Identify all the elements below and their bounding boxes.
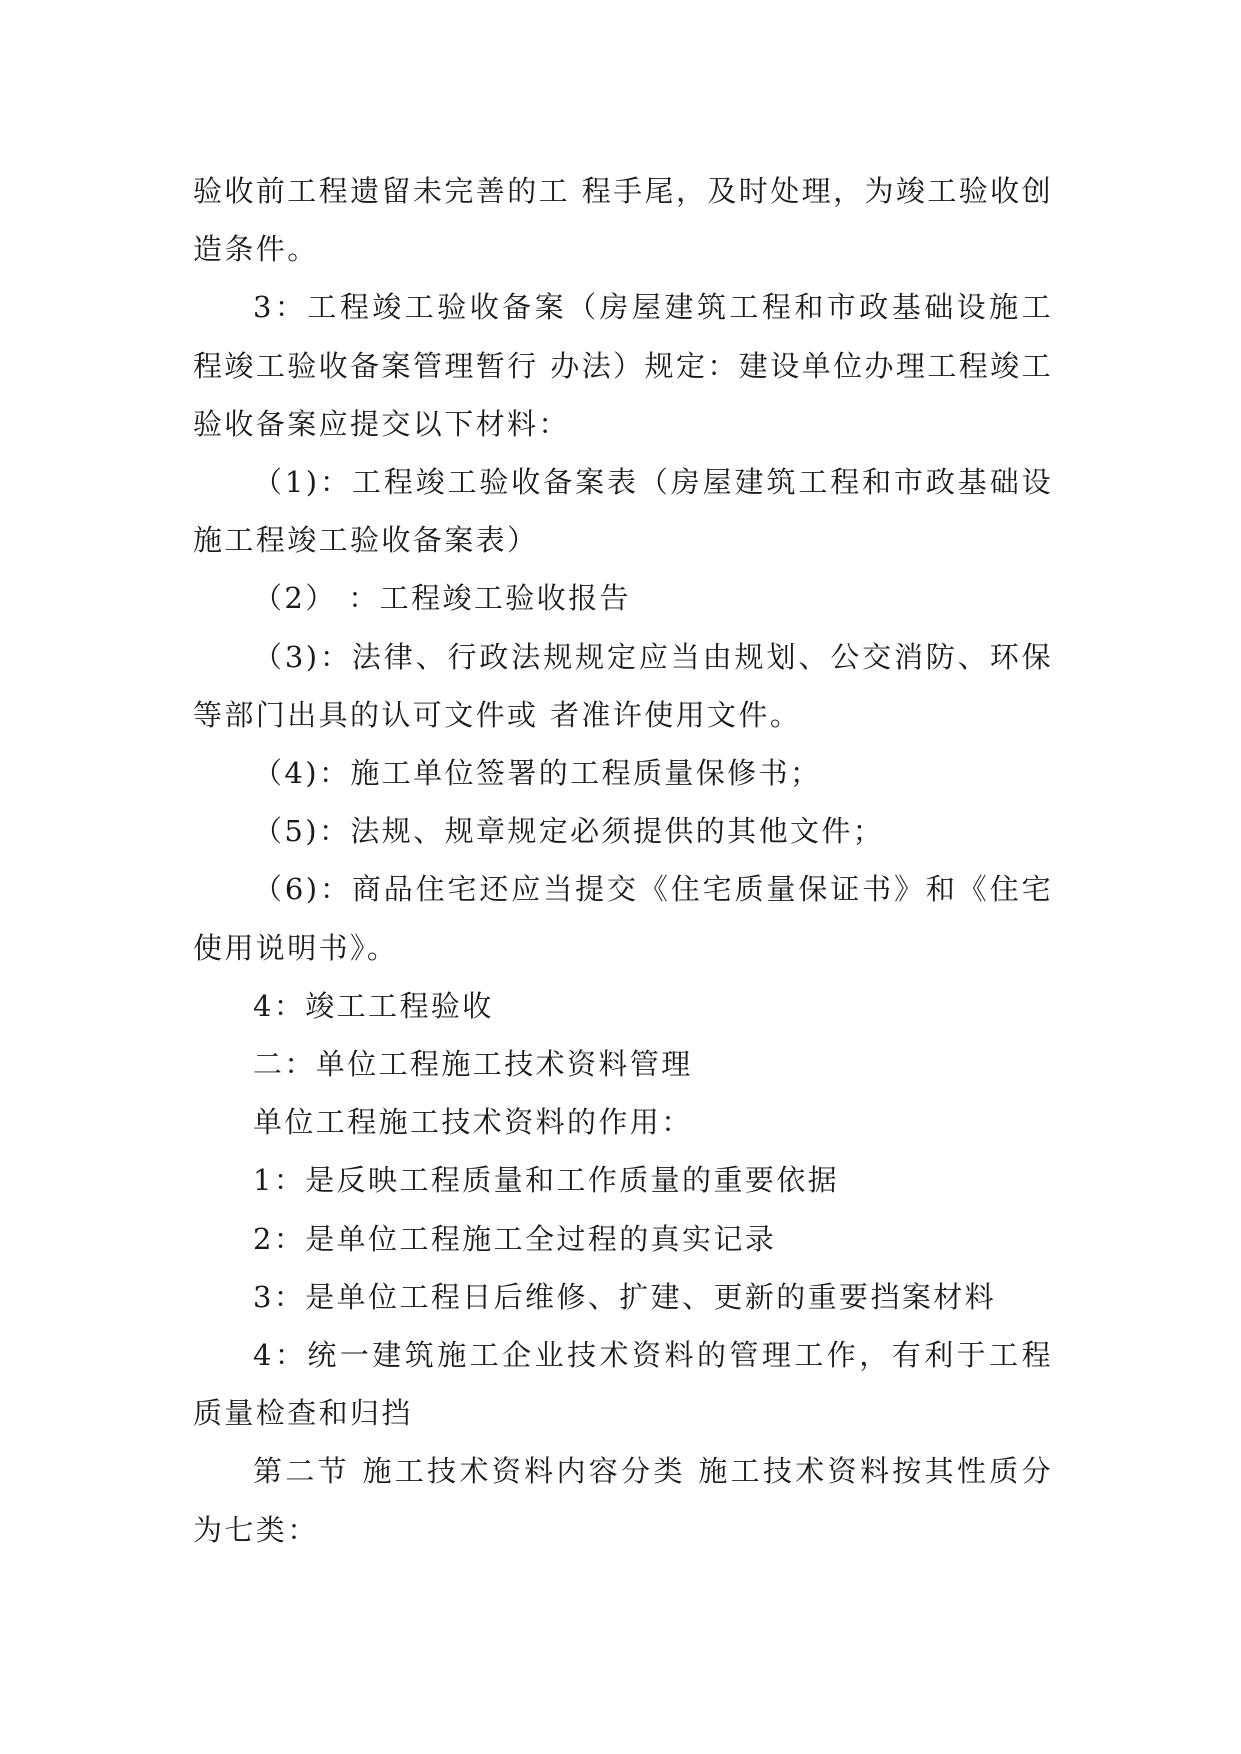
section-heading-second: 第二节 施工技术资料内容分类 施工技术资料按其性质分为七类： <box>193 1454 1053 1547</box>
paragraph-subitem-5: （5)：法规、规章规定必须提供的其他文件； <box>253 814 885 849</box>
paragraph-continuation: 验收前工程遗留未完善的工 程手尾，及时处理，为竣工验收创造条件。 <box>193 174 1053 267</box>
paragraph-subitem-4: （4)：施工单位签署的工程质量保修书； <box>253 756 822 791</box>
paragraph-subitem-6: （6)：商品住宅还应当提交《住宅质量保证书》和《住宅使用说明书》。 <box>193 872 1053 965</box>
purpose-item-3: 3：是单位工程日后维修、扩建、更新的重要挡案材料 <box>253 1279 997 1314</box>
paragraph-subitem-3: （3)：法律、行政法规规定应当由规划、公交消防、环保等部门出具的认可文件或 者准许使用文件。 <box>193 639 1053 732</box>
purpose-item-1: 1：是反映工程质量和工作质量的重要依据 <box>253 1163 840 1198</box>
paragraph-purpose-intro: 单位工程施工技术资料的作用： <box>253 1105 693 1140</box>
document-body <box>193 162 1053 1559</box>
purpose-item-4: 4：统一建筑施工企业技术资料的管理工作，有利于工程质量检查和归挡 <box>193 1338 1053 1431</box>
paragraph-subitem-2: （2） ：工程竣工验收报告 <box>253 581 631 616</box>
section-heading-2: 二：单位工程施工技术资料管理 <box>253 1047 693 1082</box>
paragraph-subitem-1: （1)：工程竣工验收备案表（房屋建筑工程和市政基础设施工程竣工验收备案表） <box>193 465 1053 558</box>
paragraph-item-4-acceptance: 4：竣工工程验收 <box>253 988 494 1023</box>
paragraph-item-3-filing: 3：工程竣工验收备案（房屋建筑工程和市政基础设施工程竣工验收备案管理暂行 办法）规定：建设单位办理工程竣工验收备案应提交以下材料： <box>193 290 1053 441</box>
purpose-item-2: 2：是单位工程施工全过程的真实记录 <box>253 1221 777 1256</box>
